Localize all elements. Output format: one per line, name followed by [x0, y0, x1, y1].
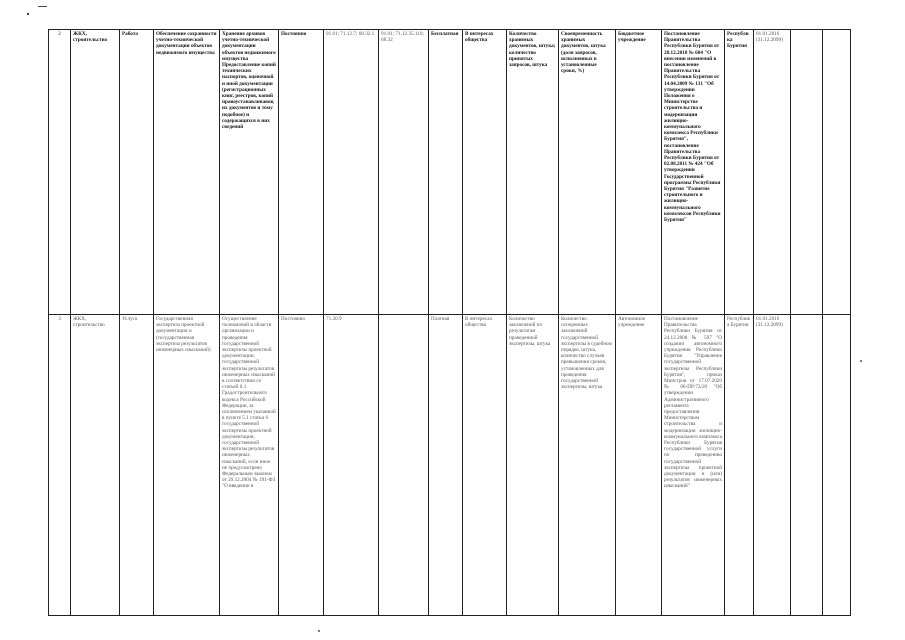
volume-indicator: Количество хранимых документов, штука; количество принятых запросов, штука — [507, 30, 559, 315]
legal-basis: Постановление Правительства Республики Бурятия от 28.12.2010 № 604 "О внесении изменений в постановление Правительства Республики Бурятия от 14.04.2009 № 131 "Об утверждении Положения о Министерстве строительства и модернизации жилищно-коммунального комплекса Республики Бурятия", постановление Правительства Республики Бурятия от 02.08.2011 № 424 "Об утверждении Государственной программы Республики Бурятия "Развитие строительного и жилищно-коммунального комплексов Республики Бурятия" — [662, 30, 725, 315]
volume-indicator: Количество заключений по результатам проведенной экспертизы, штука — [507, 315, 559, 616]
table-row — [49, 315, 851, 616]
scan-speck — [860, 360, 862, 362]
scan-speck — [318, 630, 320, 632]
service-term: Постоянно — [279, 30, 324, 315]
table-row — [49, 30, 851, 315]
scan-mark — [27, 13, 29, 15]
okved-code: 91.01; 71.12.7; 68.32.1 — [324, 30, 379, 315]
institution-type: Автономное учреждение — [616, 315, 662, 616]
quality-indicator: Своевременность хранимых документов, штука (доля запросов, исполненных в установленные сроки, %) — [559, 30, 616, 315]
validity-dates: 01.01.2016 (31.12.2099) — [754, 315, 791, 616]
region: Республика Бурятия — [725, 30, 754, 315]
validity-dates: 01.01.2016 (31.12.2099) — [754, 30, 791, 315]
empty-cell — [791, 30, 823, 315]
service-content: Государственная экспертиза проектной документации и (государственная экспертиза результатов инженерных изысканий) — [154, 315, 220, 616]
registry-table — [48, 29, 851, 616]
work-type: Услуга — [120, 315, 154, 616]
quality-indicator: Количество оспоренных заключений государственной экспертизы в судебном порядке, штука, количество случаев превышения сроков, установленных для проведения государственной экспертизы, штука — [559, 315, 616, 616]
institution-type: Бюджетное учреждение — [616, 30, 662, 315]
service-term: Постоянно — [279, 315, 324, 616]
service-description: Хранение архивов учетно-технической документации объектов недвижимого имущества Предоставление копий технических паспортов, оценочной и иной документации (регистрационных книг, реестров, копий правоустанавливающих документов и тому подобное) и содержащихся в них сведений — [220, 30, 279, 315]
work-type: Работа — [120, 30, 154, 315]
legal-basis: Постановление Правительства Республики Бурятия от 24.12.2008 № 597 "О создании автономного учреждения Республики Бурятия "Управление государственной экспертизы Республики Бурятия", приказ Минстроя от 17.07.2020 № 06-ПР/73/20 "Об утверждении Административного регламента предоставления Министерством строительства и модернизации жилищно-коммунального комплекса Республики Бурятия государственной услуги по проведению государственной экспертизы проектной документации и (или) результатов инженерных изысканий" — [662, 315, 725, 616]
okpd-code — [379, 315, 429, 616]
activity-area: ЖКХ, строительство — [71, 315, 120, 616]
service-content: Обеспечение сохранности учетно-технической документации объектов недвижимого имущества — [154, 30, 220, 315]
empty-cell — [823, 315, 851, 616]
activity-area: ЖКХ, строительство — [71, 30, 120, 315]
row-number: 2 — [49, 30, 71, 315]
document-page — [48, 29, 850, 613]
okved-code: 71.20.9 — [324, 315, 379, 616]
service-description: Осуществление полномочий в области организации и проведения государственной экспертизы проектной документации, государственной экспертизы результатов инженерных изысканий в соответствии со статьей 6.1 Градостроительного кодекса Российской Федерации, за исключением указанной в пункте 5.1 статьи 6 государственной экспертизы проектной документации, государственной экспертизы результатов инженерных изысканий, если иное не предусмотрено Федеральным законом от 29.12.2004 № 191-ФЗ "О введении в — [220, 315, 279, 616]
empty-cell — [823, 30, 851, 315]
region: Республика Бурятия — [725, 315, 754, 616]
row-number: 3 — [49, 315, 71, 616]
okpd-code: 91.01; 71.12.35.110; 68.32 — [379, 30, 429, 315]
payment-type: Платная — [429, 315, 463, 616]
consumer-category: В интересах общества — [463, 30, 507, 315]
empty-cell — [791, 315, 823, 616]
consumer-category: В интересах общества — [463, 315, 507, 616]
payment-type: Бесплатная — [429, 30, 463, 315]
scan-mark — [38, 6, 47, 7]
